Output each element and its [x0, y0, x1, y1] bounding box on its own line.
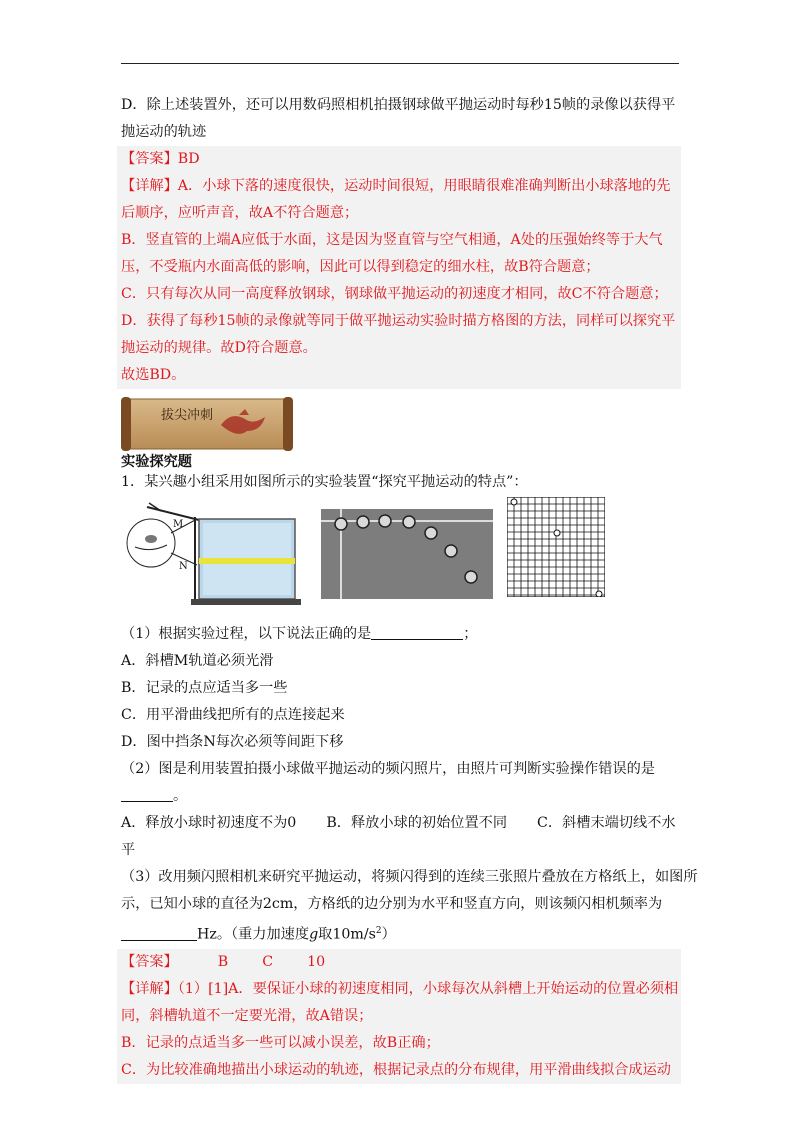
prev-option-d-line2: 抛运动的轨迹 — [121, 124, 207, 140]
scroll-banner-image — [121, 395, 293, 453]
detail-line: C．只有每次从同一高度释放钢球，钢球做平抛运动的初速度才相同，故C不符合题意； — [121, 286, 668, 302]
header-rule — [121, 63, 679, 64]
q2-option-c-cont: 平 — [121, 842, 136, 858]
q3-line1: （3）改用频闪照相机来研究平抛运动，将频闪得到的连续三张照片叠放在方格纸上，如图所 — [121, 869, 698, 885]
detail-line: （1）[1]A．要保证小球的初速度相同，小球每次从斜槽上开始运动的位置必须相 — [177, 980, 679, 997]
q1-stem: （1）根据实验过程，以下说法正确的是 ； — [121, 621, 681, 648]
scroll-banner — [121, 395, 681, 453]
answer-box-2: 【答案】 B C 10 【详解】（1）[1]A．要保证小球的初速度相同，小球每次从斜槽上开始运动的位置必须相 同，斜槽轨道不一定要光滑，故A错误； B．记录的点适当多一些可以减小误差，故B正确； C．为比较准确地描出小球运动的轨迹，根据记录点的分布规律，用平滑曲线拟合成运动 — [117, 949, 681, 1084]
q2-options: A．释放小球时初速度不为0 B．释放小球的初始位置不同 C．斜槽末端切线不水 — [121, 815, 676, 831]
label-m: M — [173, 519, 184, 530]
detail-line: B．记录的点适当多一些可以减小误差，故B正确； — [121, 1034, 440, 1051]
answer-box-1 — [117, 146, 681, 389]
q3-line2: 示，已知小球的直径为2cm，方格纸的边分别为水平和竖直方向，则该频闪相机频率为 — [121, 896, 663, 912]
label-n: N — [179, 561, 188, 572]
answer-blank[interactable] — [121, 785, 173, 802]
page-content — [121, 92, 698, 1084]
q2-stem: （2）图是利用装置拍摄小球做平抛运动的频闪照片，由照片可判断实验操作错误的是 — [121, 761, 655, 777]
detail-line: 抛运动的规律。故D符合题意。 — [121, 340, 317, 356]
detail-line: D．获得了每秒15帧的录像就等同于做平抛运动实验时描方格图的方法，同样可以探究平 — [121, 313, 676, 329]
section-title: 实验探究题 — [121, 454, 192, 470]
answer-blank[interactable] — [121, 924, 197, 941]
answer-value: BD — [177, 151, 200, 167]
q2-blank-line: 。 — [121, 783, 681, 810]
grid-paper-figure — [507, 497, 605, 597]
q1-option-a: A．斜槽M轨道必须光滑 — [121, 653, 274, 669]
answer-blank[interactable] — [371, 623, 463, 640]
answer-tag: 【答案】 — [121, 151, 178, 167]
detail-line: 故选BD。 — [121, 367, 186, 383]
detail-tag: 【详解】 — [121, 178, 178, 194]
flash-photo-figure — [321, 509, 493, 599]
q1-option-c: C．用平滑曲线把所有的点连接起来 — [121, 707, 345, 723]
answer-tag: 【答案】 — [121, 953, 178, 970]
detail-line: 压，不受瓶内水面高低的影响，因此可以得到稳定的细水柱，故B符合题意； — [121, 259, 600, 275]
apparatus-figure — [121, 497, 311, 621]
banner-text: 拔尖冲刺 — [161, 408, 214, 423]
detail-line: A．小球下落的速度很快，运动时间很短，用眼睛很难准确判断出小球落地的先 — [177, 178, 671, 194]
q3-line3: Hz。（重力加速度g取$10m/s^2$） — [121, 918, 681, 949]
q1-option-d: D．图中挡条N每次必须等间距下移 — [121, 734, 344, 750]
prev-option-d-line1: D．除上述装置外，还可以用数码照相机拍摄钢球做平抛运动时每秒15帧的录像以获得平 — [121, 97, 676, 113]
q1-option-b: B．记录的点应适当多一些 — [121, 680, 288, 696]
experiment-figures — [121, 497, 681, 621]
detail-line: B．竖直管的上端A应低于水面，这是因为竖直管与空气相通，A处的压强始终等于大气 — [121, 232, 663, 248]
detail-line: 同，斜槽轨道不一定要光滑，故A错误； — [121, 1007, 373, 1024]
detail-line: 后顺序，应听声音，故A不符合题意； — [121, 205, 359, 221]
question-intro: 1．某兴趣小组采用如图所示的实验装置“探究平抛运动的特点”： — [121, 474, 528, 490]
detail-line: C．为比较准确地描出小球运动的轨迹，根据记录点的分布规律，用平滑曲线拟合成运动 — [121, 1061, 671, 1078]
detail-tag: 【详解】 — [121, 980, 178, 997]
